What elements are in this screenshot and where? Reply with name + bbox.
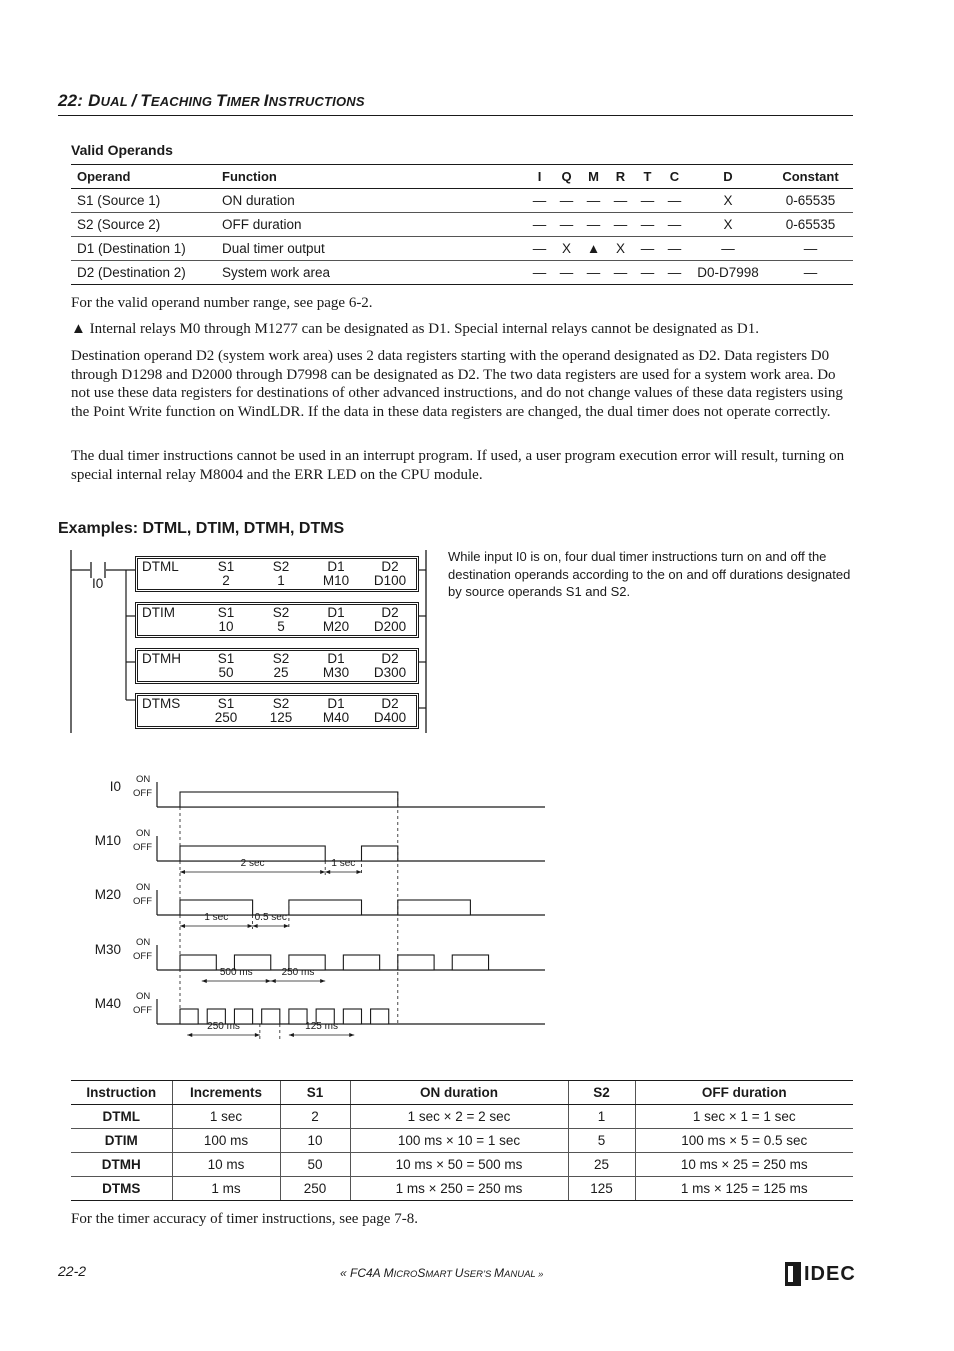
table-cell: D0-D7998 xyxy=(688,261,768,285)
table-header-row xyxy=(71,1081,853,1105)
table-cell: S1 (Source 1) xyxy=(71,189,216,213)
pulse xyxy=(180,792,398,807)
table-cell: 1 sec × 2 = 2 sec xyxy=(350,1105,568,1129)
examples-description: While input I0 is on, four dual timer instructions turn on and off the destination operands according to the on and off durations designated by source operands S1 and S2. xyxy=(448,549,851,599)
operand-value: D100 xyxy=(373,573,407,588)
table-cell: — xyxy=(634,213,661,237)
operand-value: 25 xyxy=(273,665,289,680)
col-constant: Constant xyxy=(768,165,853,189)
operand-value: M30 xyxy=(322,665,350,680)
table-cell: X xyxy=(607,237,634,261)
manual-title-small: ICRO xyxy=(393,1269,418,1280)
on-label: ON xyxy=(136,774,151,785)
on-label: ON xyxy=(136,828,151,839)
table-cell: D2 (Destination 2) xyxy=(71,261,216,285)
title-small-caps: IMER xyxy=(226,94,264,109)
table-cell: — xyxy=(661,189,688,213)
operand-value: 125 xyxy=(269,710,293,725)
table-cell: 1 sec xyxy=(172,1105,280,1129)
table-cell: DTML xyxy=(71,1105,172,1129)
pulse xyxy=(343,955,379,970)
table-cell: X xyxy=(688,189,768,213)
logo-text: IDEC xyxy=(804,1263,856,1285)
table-cell: — xyxy=(553,189,580,213)
title-capital: I xyxy=(263,91,269,110)
table-cell: 250 xyxy=(280,1177,350,1201)
table-cell: 1 ms xyxy=(172,1177,280,1201)
col-on-duration: ON duration xyxy=(350,1081,568,1105)
pulse xyxy=(452,955,488,970)
table-cell: — xyxy=(553,261,580,285)
table-cell: — xyxy=(768,261,853,285)
operand-value: 50 xyxy=(218,665,234,680)
table-cell: — xyxy=(768,237,853,261)
operand-value: 2 xyxy=(222,573,230,588)
table-row xyxy=(71,1153,853,1177)
title-small-caps: EACHING xyxy=(150,94,217,109)
col-q: Q xyxy=(553,165,580,189)
table-cell: S2 (Source 2) xyxy=(71,213,216,237)
manual-title-capital: U xyxy=(454,1266,464,1280)
operand-label: S2 xyxy=(272,605,290,620)
duration-label-m30-off: 250 ms xyxy=(281,967,315,978)
operand-label: D1 xyxy=(327,696,345,711)
manual-title-capital: S xyxy=(417,1266,426,1280)
signal-label-m40: M40 xyxy=(94,996,121,1011)
table-cell: 100 ms xyxy=(172,1129,280,1153)
page-number: 22-2 xyxy=(58,1263,87,1279)
manual-title-small: ANUAL » xyxy=(504,1269,544,1280)
table-cell: — xyxy=(526,237,553,261)
operand-label: S1 xyxy=(217,696,235,711)
manual-title-small: SER’S xyxy=(463,1269,495,1280)
title-capital: T xyxy=(216,91,227,110)
table-row xyxy=(71,1177,853,1201)
interrupt-program-paragraph: The dual timer instructions cannot be used in an interrupt program. If used, a user program execution error will result, turning on special internal relay M8004 and the ERR LED on the CPU module. xyxy=(71,448,845,483)
manual-title xyxy=(340,1266,543,1280)
operand-label: S2 xyxy=(272,696,290,711)
instruction-box-dtml xyxy=(135,556,419,592)
table-cell: X xyxy=(553,237,580,261)
title-capital: / xyxy=(131,91,137,110)
title-small-caps: NSTRUCTIONS xyxy=(268,94,365,109)
signal-label-m30: M30 xyxy=(94,942,121,957)
col-r: R xyxy=(607,165,634,189)
operand-value: 5 xyxy=(277,619,285,634)
manual-title-capital: M xyxy=(494,1266,505,1280)
col-s1: S1 xyxy=(280,1081,350,1105)
table-cell: DTMH xyxy=(71,1153,172,1177)
operand-value: D400 xyxy=(373,710,407,725)
table-cell: D1 (Destination 1) xyxy=(71,237,216,261)
table-cell: — xyxy=(661,237,688,261)
ladder-diagram xyxy=(60,548,440,738)
duration-label-m10-off: 1 sec xyxy=(331,858,356,869)
pulse xyxy=(371,1009,389,1024)
table-cell: 10 ms × 50 = 500 ms xyxy=(350,1153,568,1177)
table-cell: — xyxy=(661,261,688,285)
table-cell: DTIM xyxy=(71,1129,172,1153)
signal-label-i0: I0 xyxy=(109,779,121,794)
col-off-duration: OFF duration xyxy=(635,1081,853,1105)
operand-value: 10 xyxy=(218,619,234,634)
table-cell: 10 ms × 25 = 250 ms xyxy=(635,1153,853,1177)
table-cell: 100 ms × 5 = 0.5 sec xyxy=(635,1129,853,1153)
table-row xyxy=(71,1129,853,1153)
table-cell: 25 xyxy=(568,1153,635,1177)
col-m: M xyxy=(580,165,607,189)
operand-range-note: For the valid operand number range, see page 6-2. xyxy=(71,295,373,311)
table-cell: 10 ms xyxy=(172,1153,280,1177)
operand-value: D200 xyxy=(373,619,407,634)
operand-label: D1 xyxy=(327,651,345,666)
instruction-name: DTMS xyxy=(142,696,181,711)
table-row xyxy=(71,189,853,213)
table-cell: 1 ms × 250 = 250 ms xyxy=(350,1177,568,1201)
valid-operands-title: Valid Operands xyxy=(71,142,173,158)
col-increments: Increments xyxy=(172,1081,280,1105)
table-cell: — xyxy=(526,261,553,285)
table-cell: — xyxy=(634,237,661,261)
table-cell: — xyxy=(634,189,661,213)
operand-value: 250 xyxy=(214,710,238,725)
off-label: OFF xyxy=(133,1005,152,1016)
table-cell: ON duration xyxy=(216,189,526,213)
duration-label-m20-off: 0.5 sec xyxy=(254,912,287,923)
operand-label: S1 xyxy=(217,559,235,574)
operand-label: D2 xyxy=(381,651,399,666)
off-label: OFF xyxy=(133,951,152,962)
table-cell: — xyxy=(688,237,768,261)
destination-d2-paragraph: Destination operand D2 (system work area) uses 2 data registers starting with the operand designated as D2. Data registers D0 through D1298 and D2000 through D7998 can be designated as D2. The two data registers are used for a system work area. Do not use these data registers for destinations of other advanced instructions, and do not change values of these data registers using the Point Write function on WindLDR. If the data in these data registers are changed, the dual timer does not operate correctly. xyxy=(71,348,843,421)
table-cell: 10 xyxy=(280,1129,350,1153)
table-cell: Dual timer output xyxy=(216,237,526,261)
section-title-text xyxy=(88,91,365,110)
table-cell: 100 ms × 10 = 1 sec xyxy=(350,1129,568,1153)
internal-relay-note: ▲ Internal relays M0 through M1277 can be designated as D1. Special internal relays cannot be designated as D1. xyxy=(71,321,759,337)
timer-summary-table xyxy=(71,1080,853,1201)
table-cell: — xyxy=(607,213,634,237)
instruction-name: DTMH xyxy=(142,651,181,666)
operand-label: S1 xyxy=(217,605,235,620)
section-number: 22: xyxy=(58,91,84,110)
pulse xyxy=(398,955,434,970)
duration-label-m40-off: 125 ms xyxy=(305,1021,338,1032)
on-label: ON xyxy=(136,882,151,893)
instruction-box-dtmh xyxy=(135,648,419,684)
title-capital: D xyxy=(88,91,101,110)
table-cell: 50 xyxy=(280,1153,350,1177)
table-cell: 5 xyxy=(568,1129,635,1153)
off-label: OFF xyxy=(133,896,152,907)
table-cell: 1 ms × 125 = 125 ms xyxy=(635,1177,853,1201)
duration-label-m40-on: 250 ms xyxy=(207,1021,240,1032)
col-instruction: Instruction xyxy=(71,1081,172,1105)
section-header xyxy=(58,91,853,116)
table-header-row xyxy=(71,165,853,189)
operand-value: 1 xyxy=(277,573,285,588)
table-cell: — xyxy=(634,261,661,285)
operand-label: D2 xyxy=(381,696,399,711)
duration-label-m30-on: 500 ms xyxy=(219,967,253,978)
examples-title: Examples: DTML, DTIM, DTMH, DTMS xyxy=(58,520,345,537)
on-label: ON xyxy=(136,937,151,948)
manual-title-capital: « FC4A M xyxy=(340,1266,394,1280)
table-row xyxy=(71,1105,853,1129)
off-label: OFF xyxy=(133,788,152,799)
table-cell: — xyxy=(580,189,607,213)
section-title xyxy=(58,91,365,111)
col-c: C xyxy=(661,165,688,189)
operand-value: D300 xyxy=(373,665,407,680)
col-function: Function xyxy=(216,165,526,189)
operand-label: S1 xyxy=(217,651,235,666)
operand-value: M20 xyxy=(322,619,350,634)
col-i: I xyxy=(526,165,553,189)
operand-label: S2 xyxy=(272,559,290,574)
title-small-caps: UAL xyxy=(100,94,132,109)
operand-label: D2 xyxy=(381,605,399,620)
table-cell: 2 xyxy=(280,1105,350,1129)
on-label: ON xyxy=(136,991,151,1002)
signal-label-m10: M10 xyxy=(94,833,121,848)
col-d: D xyxy=(688,165,768,189)
table-cell: — xyxy=(607,261,634,285)
table-row xyxy=(71,237,853,261)
table-cell: — xyxy=(553,213,580,237)
table-cell: — xyxy=(526,189,553,213)
duration-label-m10-on: 2 sec xyxy=(240,858,265,869)
col-t: T xyxy=(634,165,661,189)
instruction-box-dtim xyxy=(135,602,419,638)
instruction-name: DTML xyxy=(142,559,179,574)
table-cell: 125 xyxy=(568,1177,635,1201)
valid-operands-table xyxy=(71,164,853,285)
table-cell: DTMS xyxy=(71,1177,172,1201)
table-cell: — xyxy=(661,213,688,237)
contact-i0-label: I0 xyxy=(92,576,104,591)
operand-label: D1 xyxy=(327,559,345,574)
table-row xyxy=(71,213,853,237)
table-cell: — xyxy=(526,213,553,237)
logo-mark-icon xyxy=(785,1262,801,1286)
instruction-name: DTIM xyxy=(142,605,175,620)
operand-label: D1 xyxy=(327,605,345,620)
table-cell: X xyxy=(688,213,768,237)
off-label: OFF xyxy=(133,842,152,853)
table-cell: 0-65535 xyxy=(768,189,853,213)
table-row xyxy=(71,261,853,285)
table-cell: — xyxy=(580,261,607,285)
table-cell: ▲ xyxy=(580,237,607,261)
col-operand: Operand xyxy=(71,165,216,189)
table-cell: 1 xyxy=(568,1105,635,1129)
operand-label: D2 xyxy=(381,559,399,574)
operand-label: S2 xyxy=(272,651,290,666)
title-capital: T xyxy=(140,91,151,110)
table-cell: — xyxy=(607,189,634,213)
col-s2: S2 xyxy=(568,1081,635,1105)
manual-title-small: MART xyxy=(425,1269,455,1280)
signal-label-m20: M20 xyxy=(94,887,121,902)
pulse xyxy=(262,1009,280,1024)
table-cell: 0-65535 xyxy=(768,213,853,237)
table-cell: — xyxy=(580,213,607,237)
duration-label-m20-on: 1 sec xyxy=(204,912,229,923)
timer-accuracy-note: For the timer accuracy of timer instructions, see page 7-8. xyxy=(71,1211,418,1227)
table-cell: 1 sec × 1 = 1 sec xyxy=(635,1105,853,1129)
pulse xyxy=(398,900,471,915)
instruction-box-dtms xyxy=(135,693,419,729)
operand-value: M10 xyxy=(322,573,350,588)
operand-value: M40 xyxy=(322,710,350,725)
table-cell: System work area xyxy=(216,261,526,285)
table-cell: OFF duration xyxy=(216,213,526,237)
timing-chart xyxy=(80,768,550,1043)
